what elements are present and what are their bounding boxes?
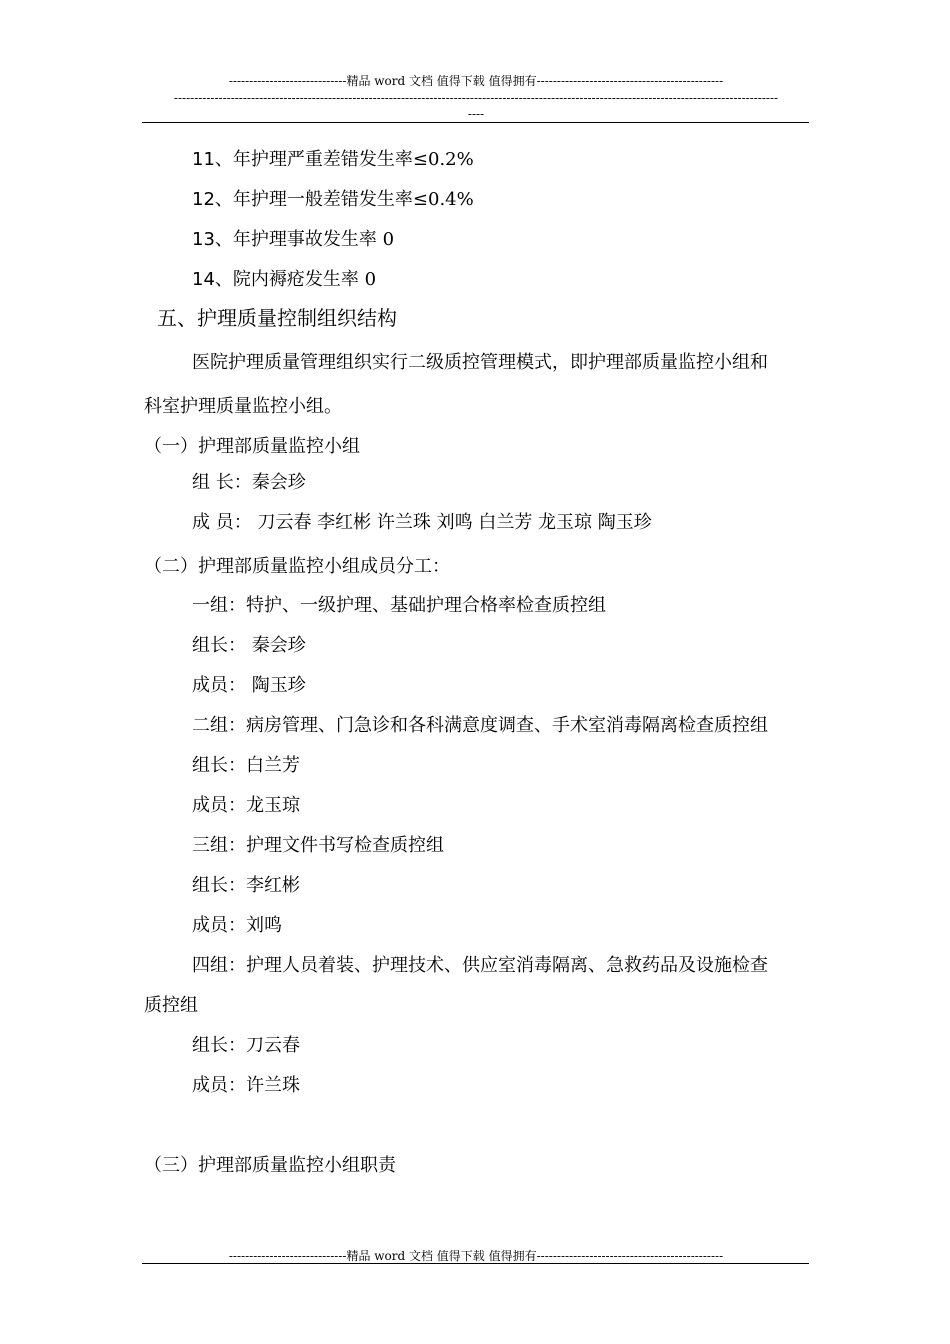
group-member: 成员：龙玉琼 — [192, 795, 300, 816]
group-name-continued: 质控组 — [144, 995, 198, 1016]
list-item — [192, 148, 474, 172]
group-members: 成 员： 刀云春 李红彬 许兰珠 刘鸣 白兰芳 龙玉琼 陶玉珍 — [192, 512, 652, 533]
list-item — [192, 268, 376, 292]
page-footer-line: -----------------------------精品 word 文档 值得下载 值得拥有---------------------------------------------- — [228, 1249, 724, 1263]
header-rule — [142, 122, 809, 123]
item-number: 11 — [192, 149, 215, 170]
group-member: 成员：刘鸣 — [192, 915, 282, 936]
group-leader: 组长：李红彬 — [192, 875, 300, 896]
item-text: 、年护理事故发生率 0 — [214, 229, 395, 250]
item-text: 、院内褥疮发生率 0 — [214, 269, 377, 290]
group-name: 三组：护理文件书写检查质控组 — [192, 835, 444, 856]
footer-rule — [142, 1263, 809, 1264]
group-leader: 组 长：秦会珍 — [192, 472, 306, 493]
group-member: 成员： 陶玉珍 — [192, 675, 306, 696]
group-name: 四组：护理人员着装、护理技术、供应室消毒隔离、急救药品及设施检查 — [192, 955, 768, 976]
page-header-line-3: ---- — [467, 107, 485, 121]
subsection-heading: （一）护理部质量监控小组 — [144, 436, 360, 457]
item-number: 14 — [192, 269, 215, 290]
subsection-heading: （三）护理部质量监控小组职责 — [144, 1155, 396, 1176]
page-header-line-2: ----------------------------------------------------------------------------------------------------------------------------------------------------- — [173, 91, 779, 105]
group-name: 二组：病房管理、门急诊和各科满意度调查、手术室消毒隔离检查质控组 — [192, 715, 768, 736]
group-leader: 组长：刀云春 — [192, 1035, 300, 1056]
item-number: 13 — [192, 229, 215, 250]
group-member: 成员：许兰珠 — [192, 1075, 300, 1096]
intro-paragraph-line-1: 医院护理质量管理组织实行二级质控管理模式，即护理部质量监控小组和 — [192, 352, 768, 373]
subsection-heading: （二）护理部质量监控小组成员分工： — [144, 556, 450, 577]
item-text: 、年护理一般差错发生率≤0.4% — [214, 189, 474, 210]
intro-paragraph-line-2: 科室护理质量监控小组。 — [144, 396, 342, 417]
list-item — [192, 228, 394, 252]
group-leader: 组长： 秦会珍 — [192, 635, 306, 656]
item-number: 12 — [192, 189, 215, 210]
page-header-line-1: -----------------------------精品 word 文档 值得下载 值得拥有---------------------------------------------- — [228, 74, 724, 88]
item-text: 、年护理严重差错发生率≤0.2% — [214, 149, 474, 170]
group-name: 一组：特护、一级护理、基础护理合格率检查质控组 — [192, 595, 606, 616]
section-heading: 五、护理质量控制组织结构 — [157, 306, 397, 330]
list-item — [192, 188, 474, 212]
group-leader: 组长：白兰芳 — [192, 755, 300, 776]
